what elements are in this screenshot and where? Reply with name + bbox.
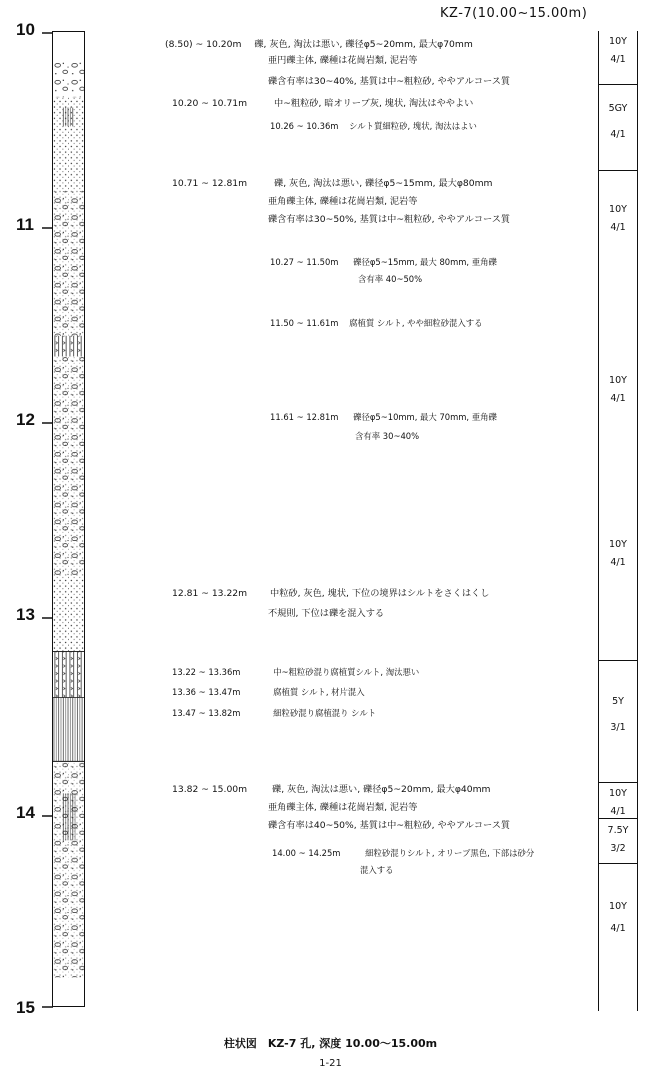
desc-line: 礫, 灰色, 淘汰は悪い, 礫径φ5~20mm, 最大φ70mm — [254, 39, 473, 50]
desc-line: 亜角礫主体, 礫種は花崗岩類, 泥岩等 — [268, 802, 418, 813]
desc-line: 礫, 灰色, 淘汰は悪い, 礫径φ5~20mm, 最大φ40mm — [272, 784, 491, 795]
color-code-2: 5GY 4/1 — [608, 103, 628, 140]
color-divider — [598, 863, 638, 864]
color-code-column — [598, 31, 638, 1011]
depth-label-11: 11 — [16, 215, 34, 234]
desc-line: 礫径φ5~15mm, 最大 80mm, 亜角礫 — [353, 257, 497, 267]
color-code-6: 5Y 3/1 — [610, 696, 626, 733]
desc-depth-12: 13.82 ~ 15.00m — [172, 784, 248, 795]
desc-line: 細粒砂混り腐植混り シルト — [273, 708, 377, 718]
page-number: 1-21 — [319, 1058, 342, 1069]
desc-line: 礫, 灰色, 淘汰は悪い, 礫径φ5~15mm, 最大φ80mm — [274, 178, 493, 189]
color-code-5: 10Y 4/1 — [609, 539, 627, 568]
desc-line: 中~粗粒砂, 暗オリーブ灰, 塊状, 淘汰はややよい — [274, 98, 474, 109]
color-divider — [598, 660, 638, 661]
lithologic-column — [52, 31, 85, 1007]
desc-line: 亜円礫主体, 礫種は花崗岩類, 泥岩等 — [268, 55, 418, 66]
desc-line: 含有率 40~50% — [358, 274, 423, 284]
desc-line: 細粒砂混りシルト, オリーブ黒色, 下部は砂分 — [365, 848, 535, 858]
desc-depth-3: 10.26 ~ 10.36m — [270, 121, 339, 131]
desc-depth-9: 13.22 ~ 13.36m — [172, 667, 241, 677]
desc-line: 礫含有率は30~40%, 基質は中~粗粒砂, ややアルコース質 — [268, 76, 511, 87]
desc-line: 中~粗粒砂混り腐植質シルト, 淘汰悪い — [273, 667, 420, 677]
depth-label-13: 13 — [16, 605, 35, 624]
desc-line: 礫径φ5~10mm, 最大 70mm, 亜角礫 — [353, 412, 497, 422]
color-divider — [598, 782, 638, 783]
log-title: KZ-7(10.00~15.00m) — [440, 6, 588, 21]
color-divider — [598, 84, 638, 85]
desc-line: 腐植質 シルト, やや細粒砂混入する — [349, 318, 483, 328]
desc-depth-13: 14.00 ~ 14.25m — [272, 848, 341, 858]
desc-line: 混入する — [360, 865, 394, 875]
desc-depth-4: 10.71 ~ 12.81m — [172, 178, 248, 189]
color-code-8: 7.5Y 3/2 — [607, 825, 629, 854]
desc-depth-6: 11.50 ~ 11.61m — [270, 318, 339, 328]
desc-line: 亜角礫主体, 礫種は花崗岩類, 泥岩等 — [268, 196, 418, 207]
desc-depth-11: 13.47 ~ 13.82m — [172, 708, 241, 718]
desc-depth-1: (8.50) ~ 10.20m — [165, 39, 242, 50]
desc-line: 中粒砂, 灰色, 塊状, 下位の境界はシルトをさくはくし — [270, 588, 490, 599]
desc-depth-7: 11.61 ~ 12.81m — [270, 412, 339, 422]
desc-line: 含有率 30~40% — [355, 431, 420, 441]
desc-depth-8: 12.81 ~ 13.22m — [172, 588, 248, 599]
depth-label-12: 12 — [16, 410, 35, 429]
color-divider — [598, 170, 638, 171]
desc-depth-5: 10.27 ~ 11.50m — [270, 257, 339, 267]
depth-label-10: 10 — [16, 20, 35, 39]
color-code-4: 10Y 4/1 — [609, 375, 627, 404]
desc-line: 礫含有率は30~50%, 基質は中~粗粒砂, ややアルコース質 — [268, 214, 511, 225]
depth-label-15: 15 — [16, 998, 35, 1017]
depth-label-14: 14 — [16, 803, 35, 822]
desc-line: 腐植質 シルト, 材片混入 — [273, 687, 365, 697]
desc-line: 礫含有率は40~50%, 基質は中~粗粒砂, ややアルコース質 — [268, 820, 511, 831]
color-code-9: 10Y 4/1 — [609, 901, 627, 934]
desc-line: 不規則, 下位は礫を混入する — [268, 608, 385, 619]
color-code-1: 10Y 4/1 — [609, 36, 627, 65]
desc-depth-2: 10.20 ~ 10.71m — [172, 98, 248, 109]
figure-caption: 柱状図 KZ-7 孔, 深度 10.00～15.00m — [223, 1037, 438, 1050]
desc-depth-10: 13.36 ~ 13.47m — [172, 687, 241, 697]
color-code-7: 10Y 4/1 — [609, 788, 627, 817]
color-code-3: 10Y 4/1 — [609, 204, 627, 233]
desc-line: シルト質細粒砂, 塊状, 淘汰はよい — [349, 121, 477, 131]
